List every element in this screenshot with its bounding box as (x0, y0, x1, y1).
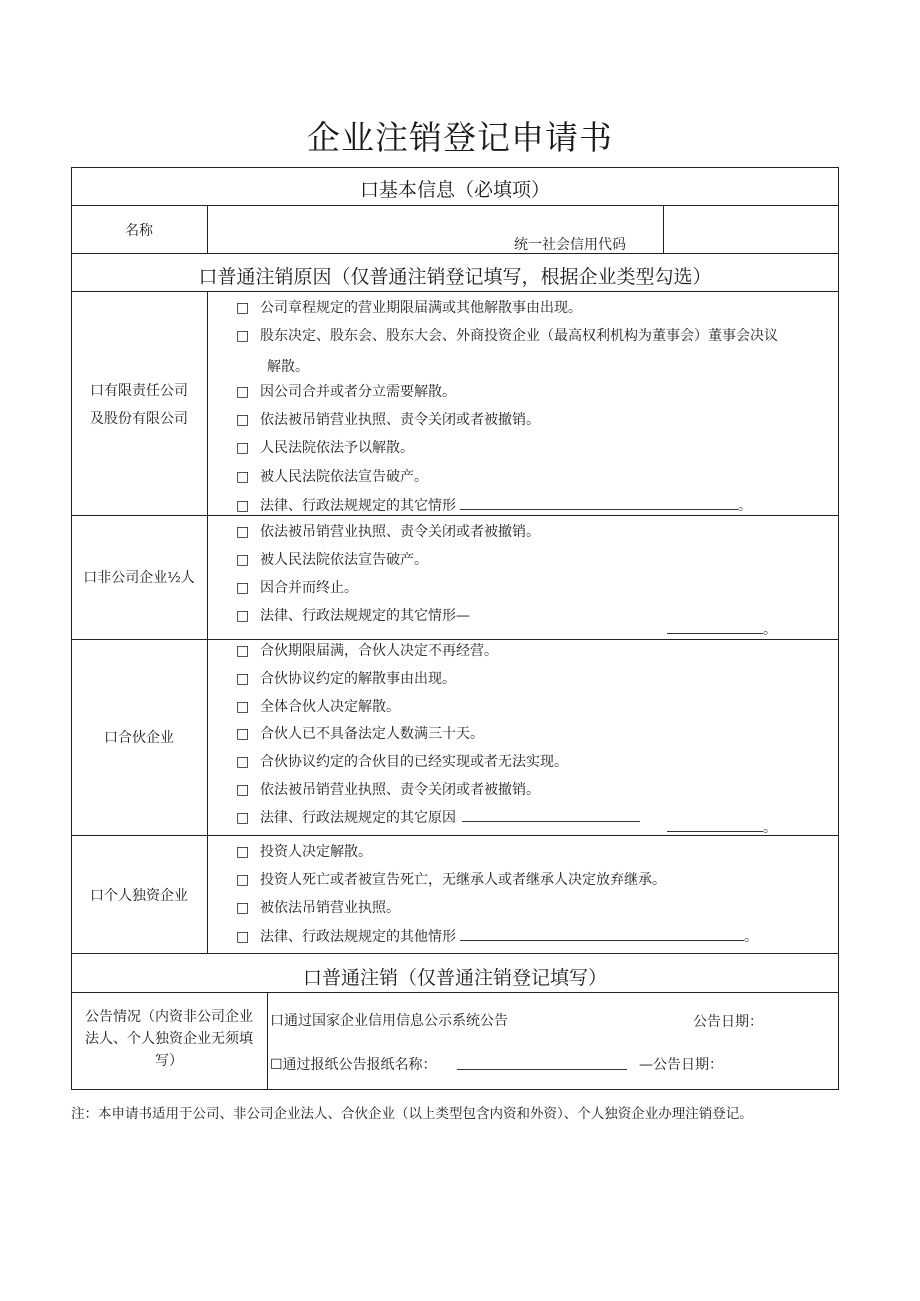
checkbox-icon: □ (236, 726, 250, 742)
border-right (838, 167, 839, 1090)
option-checkbox[interactable] (236, 870, 666, 890)
checkbox-icon: □ (236, 440, 250, 456)
option-checkbox[interactable] (236, 298, 582, 318)
checkbox-icon: □ (236, 580, 250, 596)
rule (207, 291, 208, 953)
category-label: 口非公司企业½人 (83, 570, 195, 586)
checkbox-icon: □ (236, 498, 250, 514)
border-bottom (71, 1089, 839, 1090)
option-checkbox[interactable] (236, 752, 568, 772)
option-label: 投资人决定解散。 (260, 844, 372, 860)
category-partnership[interactable] (71, 724, 207, 752)
option-label: 被依法吊销营业执照。 (260, 900, 400, 916)
newspaper-date-label: —公告日期： (639, 1057, 723, 1073)
option-label: 依法被吊销营业执照、责令关闭或者被撤销。 (260, 524, 540, 540)
option-label: 被人民法院依法宣告破产。 (260, 552, 428, 568)
rule (71, 205, 839, 206)
option-label: 依法被吊销营业执照、责令关闭或者被撤销。 (260, 782, 540, 798)
option-checkbox[interactable] (236, 495, 752, 516)
rule (71, 953, 839, 954)
option-checkbox[interactable] (236, 550, 428, 570)
option-label: 依法被吊销营业执照、责令关闭或者被撤销。 (260, 412, 540, 428)
option-checkbox[interactable] (236, 898, 400, 918)
announcement-label (73, 1006, 265, 1072)
checkbox-icon: □ (236, 810, 250, 826)
other-reason-line[interactable] (462, 807, 640, 822)
option-label: 投资人死亡或者被宣告死亡，无继承人或者继承人决定放弃继承。 (260, 872, 666, 888)
category-non-company[interactable] (71, 564, 207, 592)
checkbox-icon: □ (236, 469, 250, 485)
checkbox-icon: □ (236, 328, 250, 344)
option-checkbox[interactable] (236, 522, 540, 542)
category-sole-proprietorship[interactable] (71, 882, 207, 910)
footnote: 注：本申请书适用于公司、非公司企业法人、合伙企业（以上类型包含内资和外资）、个人独资企业办理注销登记。 (71, 1106, 753, 1122)
checkbox-icon: □ (236, 608, 250, 624)
option-checkbox[interactable] (236, 926, 758, 947)
border-top (71, 167, 839, 168)
checkbox-icon: □ (236, 872, 250, 888)
rule (71, 992, 839, 993)
option-label: 全体合伙人决定解散。 (260, 699, 400, 715)
credit-code-input[interactable] (665, 207, 837, 251)
announcement-label-line: 写） (155, 1053, 183, 1069)
checkbox-icon: □ (236, 782, 250, 798)
announce-date-label: 公告日期： (693, 1014, 763, 1030)
application-form (71, 167, 839, 1090)
checkbox-icon: □ (236, 524, 250, 540)
option-checkbox[interactable] (236, 842, 372, 862)
basic-info-header: 口基本信息（必填项） (359, 179, 550, 201)
checkbox-icon: □ (236, 699, 250, 715)
border-left (71, 167, 72, 1090)
option-label: 人民法院依法予以解散。 (260, 440, 414, 456)
option-continuation: 解散。 (267, 359, 309, 375)
end-mark: 。 (744, 929, 758, 945)
option-checkbox[interactable] (236, 780, 540, 800)
option-label: 因公司合并或者分立需要解散。 (260, 384, 456, 400)
newspaper-name-input[interactable] (457, 1055, 627, 1070)
other-reason-line[interactable] (460, 495, 738, 510)
option-label: 合伙协议约定的解散事由出现。 (260, 671, 456, 687)
name-label: 名称 (125, 223, 153, 239)
option-label: 合伙协议约定的合伙目的已经实现或者无法实现。 (260, 754, 568, 770)
announce-system-option[interactable]: 口通过国家企业信用信息公示系统公告 (270, 1013, 508, 1029)
checkbox-icon: □ (236, 412, 250, 428)
option-label: 因合并而终止。 (260, 580, 358, 596)
option-label: 股东决定、股东会、股东大会、外商投资企业（最高权利机构为董事会）董事会决议 (260, 328, 778, 344)
option-label: 合伙期限届满，合伙人决定不再经营。 (260, 643, 498, 659)
checkbox-icon: □ (236, 384, 250, 400)
checkbox-icon: □ (236, 552, 250, 568)
rule (71, 639, 839, 640)
rule (663, 205, 664, 253)
option-label: 被人民法院依法宣告破产。 (260, 469, 428, 485)
checkbox-icon: □ (236, 844, 250, 860)
option-checkbox[interactable] (236, 697, 400, 717)
option-checkbox[interactable] (236, 326, 778, 346)
other-reason-line[interactable] (667, 817, 777, 837)
option-checkbox[interactable] (236, 807, 640, 828)
checkbox-icon: □ (236, 900, 250, 916)
credit-code-label: 统一社会信用代码 (514, 237, 626, 253)
option-checkbox[interactable] (236, 669, 456, 689)
end-mark: 。 (763, 622, 777, 638)
rule (207, 205, 208, 253)
option-checkbox[interactable] (236, 724, 484, 744)
option-checkbox[interactable] (236, 410, 540, 430)
rule (71, 253, 839, 254)
option-label: 法律、行政法规规定的其它原因 (260, 810, 456, 826)
checkbox-icon: □ (236, 754, 250, 770)
checkbox-icon: □ (236, 643, 250, 659)
option-checkbox[interactable] (236, 382, 456, 402)
other-reason-line[interactable] (667, 619, 777, 639)
option-checkbox[interactable] (236, 578, 358, 598)
rule (71, 291, 839, 292)
rule (267, 992, 268, 1089)
option-label: 法律、行政法规规定的其它情形 (260, 498, 456, 514)
category-limited-company[interactable] (71, 377, 207, 433)
option-checkbox[interactable] (236, 467, 428, 487)
announcement-label-line: 法人、个人独资企业无须填 (85, 1031, 253, 1047)
ordinary-header: 口普通注销（仅普通注销登记填写） (302, 967, 607, 989)
reasons-header: 口普通注销原因（仅普通注销登记填写，根据企业类型勾选） (198, 266, 712, 288)
option-label: 法律、行政法规规定的其他情形 (260, 929, 456, 945)
checkbox-icon: □ (236, 300, 250, 316)
announce-newspaper-option[interactable]: ☐通过报纸公告报纸名称： (270, 1057, 437, 1073)
option-label: 合伙人已不具备法定人数满三十天。 (260, 726, 484, 742)
announcement-label-line: 公告情况（内资非公司企业 (85, 1009, 253, 1025)
category-label: 及股份有限公司 (90, 411, 188, 427)
other-reason-line[interactable] (460, 926, 744, 941)
option-checkbox[interactable] (236, 641, 498, 661)
option-checkbox[interactable] (236, 606, 470, 626)
end-mark: 。 (763, 820, 777, 836)
checkbox-icon: □ (236, 929, 250, 945)
option-label: 法律、行政法规规定的其它情形— (260, 608, 470, 624)
checkbox-icon: □ (236, 671, 250, 687)
category-label: 口个人独资企业 (90, 888, 188, 904)
end-mark: 。 (738, 498, 752, 514)
option-checkbox[interactable] (236, 438, 414, 458)
option-label: 公司章程规定的营业期限届满或其他解散事由出现。 (260, 300, 582, 316)
category-label: 口合伙企业 (104, 730, 174, 746)
category-label: 口有限责任公司 (90, 383, 188, 399)
page-title: 企业注销登记申请书 (307, 118, 613, 157)
